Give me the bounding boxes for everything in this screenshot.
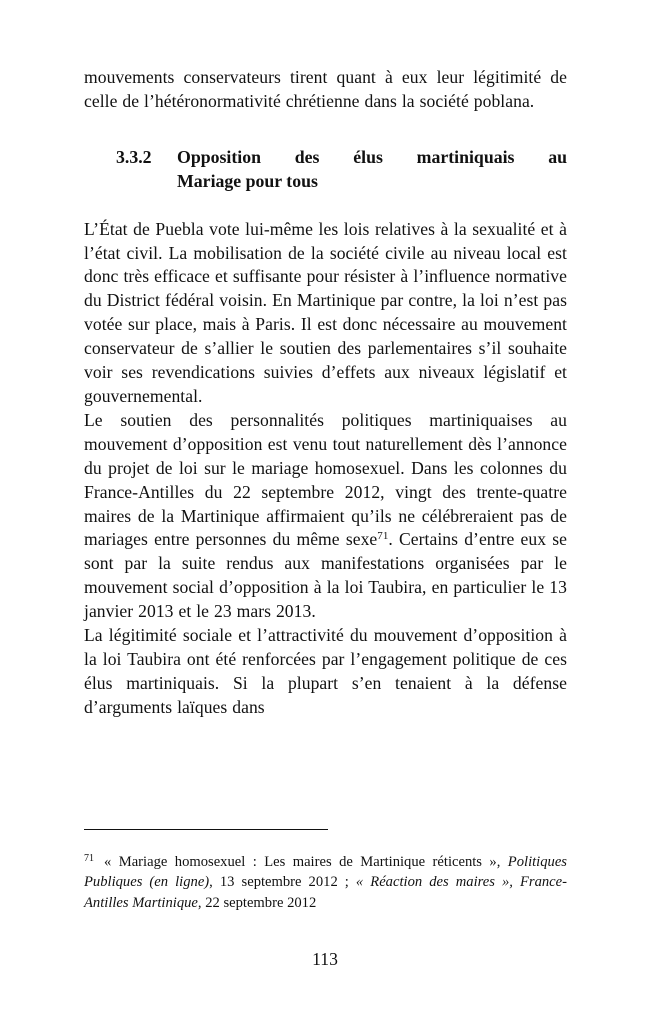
section-title-line-1: Opposition des élus martiniquais au xyxy=(177,146,567,167)
paragraph-3: La légitimité sociale et l’attractivité du mouvement d’opposition à la loi Taubira ont été renforcées par l’engagement politique de ces élus martiniquais. Si la plupart s’en tenaient à la défense d’arguments laïques dans xyxy=(84,625,567,717)
footnote-divider xyxy=(84,829,328,830)
section-heading xyxy=(84,146,567,194)
footnote-text-3: « Réaction des maires », xyxy=(348,874,513,891)
section-title-line-2: Mariage pour tous xyxy=(177,170,318,191)
footnote xyxy=(84,852,567,913)
footnote-reference[interactable]: 71 xyxy=(377,530,389,543)
footnote-text-4: , 22 septembre 2012 xyxy=(197,894,317,911)
section-title xyxy=(177,146,567,194)
footnote-number: 71 xyxy=(84,853,94,864)
paragraph-intro: mouvements conservateurs tirent quant à eux leur légitimité de celle de l’hétéronormativité chrétienne dans la société poblana. xyxy=(84,67,567,111)
footnote-text-2: , 13 septembre 2012 ; xyxy=(209,874,349,891)
paragraph-2-text-a: Le soutien des personnalités politiques martiniquaises au mouvement d’opposition est venu tout naturellement dès l’annonce du projet de loi sur le mariage homosexuel. Dans les colonnes du France-Antilles du 22 septembre 2012, vingt des trente-quatre maires de la Martinique affirmaient qu’ils ne célébreraient pas de mariages entre personnes du même sexe xyxy=(84,409,567,550)
footnote-text-1: « Mariage homosexuel : Les maires de Martinique réticents », xyxy=(104,854,501,870)
page-body xyxy=(84,66,567,720)
section-number: 3.3.2 xyxy=(116,146,152,167)
footnote-source-1: Politiques Publiques (en ligne) xyxy=(84,854,567,891)
paragraph-2 xyxy=(84,409,567,624)
paragraph-1: L’État de Puebla vote lui-même les lois relatives à la sexualité et à l’état civil. La mobilisation de la société civile au niveau local est donc très efficace et suffisante pour résister à l’influence normative du District fédéral voisin. En Martinique par contre, la loi n’est pas votée sur place, mais à Paris. Il est donc nécessaire au mouvement conservateur de s’allier le soutien des parlementaires s’il souhaite voir ses revendications suivies d’effets aux niveaux législatif et gouvernemental. xyxy=(84,218,567,406)
footnote-source-2: France-Antilles Martinique xyxy=(84,874,567,911)
paragraph-2-text-b: . Certains d’entre eux se sont par la suite rendus aux manifestations organisées par le mouvement social d’opposition à la loi Taubira, en particulier le 13 janvier 2013 et le 23 mars 2013. xyxy=(84,529,567,622)
page-number: 113 xyxy=(312,949,338,969)
